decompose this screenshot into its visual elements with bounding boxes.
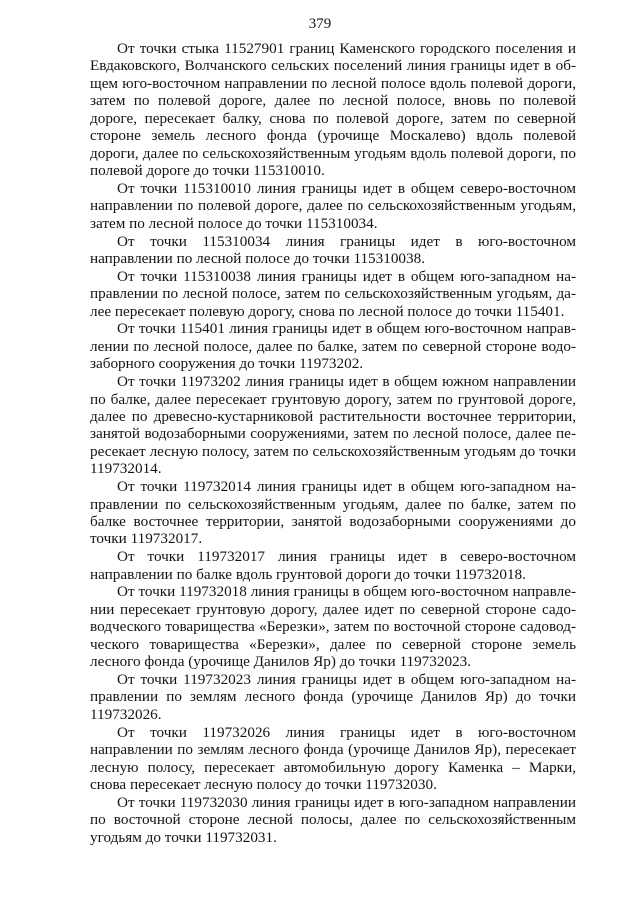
paragraph: От точки 115310038 линия границы идет в общем юго-западном направлении по лесной полосе, затем по сельскохозяйственным угодьям, далее пересекает полевую дорогу, снова по лесной полосе до точки 115401. [90, 267, 576, 320]
paragraph: От точки 119732023 линия границы идет в общем юго-западном направлении по землям лесного фонда (урочище Данилов Яр) до точки 119732026. [90, 670, 576, 723]
page-number: 379 [308, 16, 332, 32]
paragraph: От точки 115310010 линия границы идет в общем северо-восточном направлении по полевой дороге, далее по сельскохозяйственным угодьям, затем по лесной полосе до точки 115310034. [90, 179, 576, 232]
paragraph: От точки 119732018 линия границы в общем юго-восточном направлении пересекает грунтовую дорогу, далее идет по северной стороне садоводческого товарищества «Березки», затем по восточной стороне садоводческого товарищества «Березки», далее по северной стороне земель лесного фонда (урочище Данилов Яр) до точки 119732023. [90, 583, 576, 671]
paragraph: От точки 119732030 линия границы идет в юго-западном направлении по восточной стороне лесной полосы, далее по сельскохозяйственным угодьям до точки 119732031. [90, 793, 576, 846]
document-body [90, 40, 576, 846]
paragraph: От точки 119732026 линия границы идет в юго-восточном направлении по землям лесного фонда (урочище Данилов Яр), пересекает лесную полосу, пересекает автомобильную дорогу Каменка – Марки, снова пересекает лесную полосу до точки 119732030. [90, 723, 576, 793]
paragraph: От точки стыка 11527901 границ Каменского городского поселения и Евдаковского, Волчанского сельских поселений линия границы идет в общем юго-восточном направлении по лесной полосе вдоль полевой дороги, затем по полевой дороге, далее по лесной полосе, вновь по полевой дороге, пересекает балку, снова по полевой дороге, затем по северной стороне земель лесного фонда (урочище Москалево) вдоль полевой дороги, далее по сельскохозяйственным угодьям вдоль полевой дороги, по полевой дороге до точки 115310010. [90, 40, 576, 180]
paragraph: От точки 11973202 линия границы идет в общем южном направлении по балке, далее пересекает грунтовую дорогу, затем по грунтовой дороге, далее по древесно-кустарниковой растительности восточнее территории, занятой водозаборными сооружениями, затем по лесной полосе, далее пересекает лесную полосу, затем по сельскохозяйственным угодьям до точки 119732014. [90, 373, 576, 478]
paragraph: От точки 119732017 линия границы идет в северо-восточном направлении по балке вдоль грунтовой дороги до точки 119732018. [90, 548, 576, 583]
paragraph: От точки 115310034 линия границы идет в юго-восточном направлении по лесной полосе до точки 115310038. [90, 232, 576, 268]
paragraph: От точки 119732014 линия границы идет в общем юго-западном направлении по сельскохозяйственным угодьям, далее по балке, затем по балке восточнее территории, занятой водозаборными сооружениями до точки 119732017. [90, 478, 576, 548]
paragraph: От точки 115401 линия границы идет в общем юго-восточном направлении по лесной полосе, далее по балке, затем по северной стороне водозаборного сооружения до точки 11973202. [90, 320, 576, 373]
